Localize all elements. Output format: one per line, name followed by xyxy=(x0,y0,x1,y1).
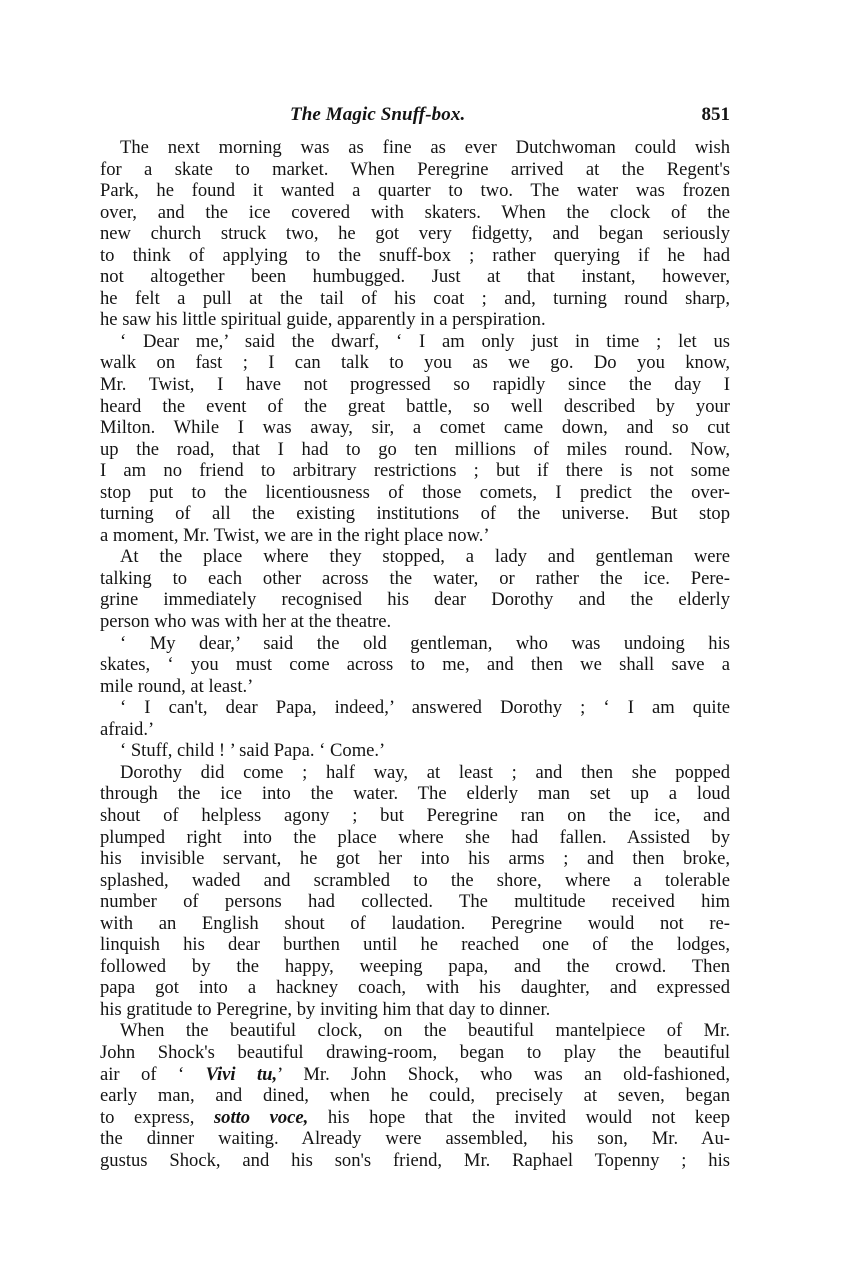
text-line: skates, ‘ you must come across to me, and then we shall save a xyxy=(100,654,730,676)
text-line: plumped right into the place where she had fallen. Assisted by xyxy=(100,826,730,848)
text-line: number of persons had collected. The multitude received him xyxy=(100,891,730,913)
text-line: Mr. Twist, I have not progressed so rapidly since the day I xyxy=(100,374,730,396)
text-line: turning of all the existing institutions of the universe. But stop xyxy=(100,503,730,525)
text-line: walk on fast ; I can talk to you as we go. Do you know, xyxy=(100,352,730,374)
text-line: early man, and dined, when he could, precisely at seven, began xyxy=(100,1085,730,1107)
text-line: to express, sotto voce, his hope that the invited would not keep xyxy=(100,1106,731,1128)
text-line: shout of helpless agony ; but Peregrine ran on the ice, and xyxy=(100,804,730,826)
text-line: over, and the ice covered with skaters. When the clock of the xyxy=(100,201,730,223)
text-line: for a skate to market. When Peregrine arrived at the Regent's xyxy=(100,158,730,180)
text-line: to think of applying to the snuff-box ; rather querying if he had xyxy=(100,244,730,266)
page-number: 851 xyxy=(701,104,730,125)
text-line: Dorothy did come ; half way, at least ; and then she popped xyxy=(120,761,730,783)
text-line: Park, he found it wanted a quarter to two. The water was frozen xyxy=(100,180,730,202)
text-line: splashed, waded and scrambled to the shore, where a tolerable xyxy=(100,869,730,891)
text-line: the dinner waiting. Already were assembled, his son, Mr. Au- xyxy=(100,1128,730,1150)
italic-phrase: Vivi tu, xyxy=(205,1063,278,1085)
text-line: At the place where they stopped, a lady and gentleman were xyxy=(120,546,730,568)
text-line: talking to each other across the water, or rather the ice. Pere- xyxy=(100,567,730,589)
text-line: heard the event of the great battle, so well described by your xyxy=(100,395,730,417)
text-line: gustus Shock, and his son's friend, Mr. Raphael Topenny ; his xyxy=(100,1149,730,1171)
text-line: linquish his dear burthen until he reached one of the lodges, xyxy=(100,934,730,956)
text-line: ‘ Dear me,’ said the dwarf, ‘ I am only just in time ; let us xyxy=(120,330,730,352)
text-line: with an English shout of laudation. Peregrine would not re- xyxy=(100,912,730,934)
text-line: John Shock's beautiful drawing-room, began to play the beautiful xyxy=(100,1041,730,1063)
text-line: When the beautiful clock, on the beautiful mantelpiece of Mr. xyxy=(120,1020,730,1042)
text-line: stop put to the licentiousness of those comets, I predict the over- xyxy=(100,481,730,503)
italic-phrase: sotto voce, xyxy=(213,1106,309,1128)
text-line: new church struck two, he got very fidgetty, and began seriously xyxy=(100,223,730,245)
text-line: a moment, Mr. Twist, we are in the right place now.’ xyxy=(100,524,490,546)
text-line: his invisible servant, he got her into his arms ; and then broke, xyxy=(100,848,730,870)
text-line: The next morning was as fine as ever Dutchwoman could wish xyxy=(120,137,730,158)
text-line: up the road, that I had to go ten millions of miles round. Now, xyxy=(100,438,730,460)
text-line: Milton. While I was away, sir, a comet came down, and so cut xyxy=(100,417,730,439)
text-line: ‘ Stuff, child ! ’ said Papa. ‘ Come.’ xyxy=(120,740,386,762)
text-line: grine immediately recognised his dear Dorothy and the elderly xyxy=(100,589,730,611)
text-line: ‘ I can't, dear Papa, indeed,’ answered Dorothy ; ‘ I am quite xyxy=(120,697,730,719)
running-title: The Magic Snuff-box. xyxy=(290,104,466,125)
text-line: air of ‘ Vivi tu,’ Mr. John Shock, who was an old-fashioned, xyxy=(100,1063,730,1085)
text-line: mile round, at least.’ xyxy=(100,675,254,697)
text-line: I am no friend to arbitrary restrictions ; but if there is not some xyxy=(100,460,730,482)
text-line: person who was with her at the theatre. xyxy=(100,611,392,633)
text-line: he felt a pull at the tail of his coat ; and, turning round sharp, xyxy=(100,287,730,309)
running-head xyxy=(100,104,730,128)
text-line: his gratitude to Peregrine, by inviting him that day to dinner. xyxy=(100,998,551,1020)
text-line: followed by the happy, weeping papa, and the crowd. Then xyxy=(100,955,730,977)
text-line: not altogether been humbugged. Just at that instant, however, xyxy=(100,266,730,288)
text-line: through the ice into the water. The elderly man set up a loud xyxy=(100,783,730,805)
text-line: he saw his little spiritual guide, apparently in a perspiration. xyxy=(100,309,546,331)
text-line: papa got into a hackney coach, with his daughter, and expressed xyxy=(100,977,730,999)
text-line: afraid.’ xyxy=(100,718,155,740)
text-line: ‘ My dear,’ said the old gentleman, who was undoing his xyxy=(120,632,730,654)
body-text xyxy=(100,137,730,1171)
